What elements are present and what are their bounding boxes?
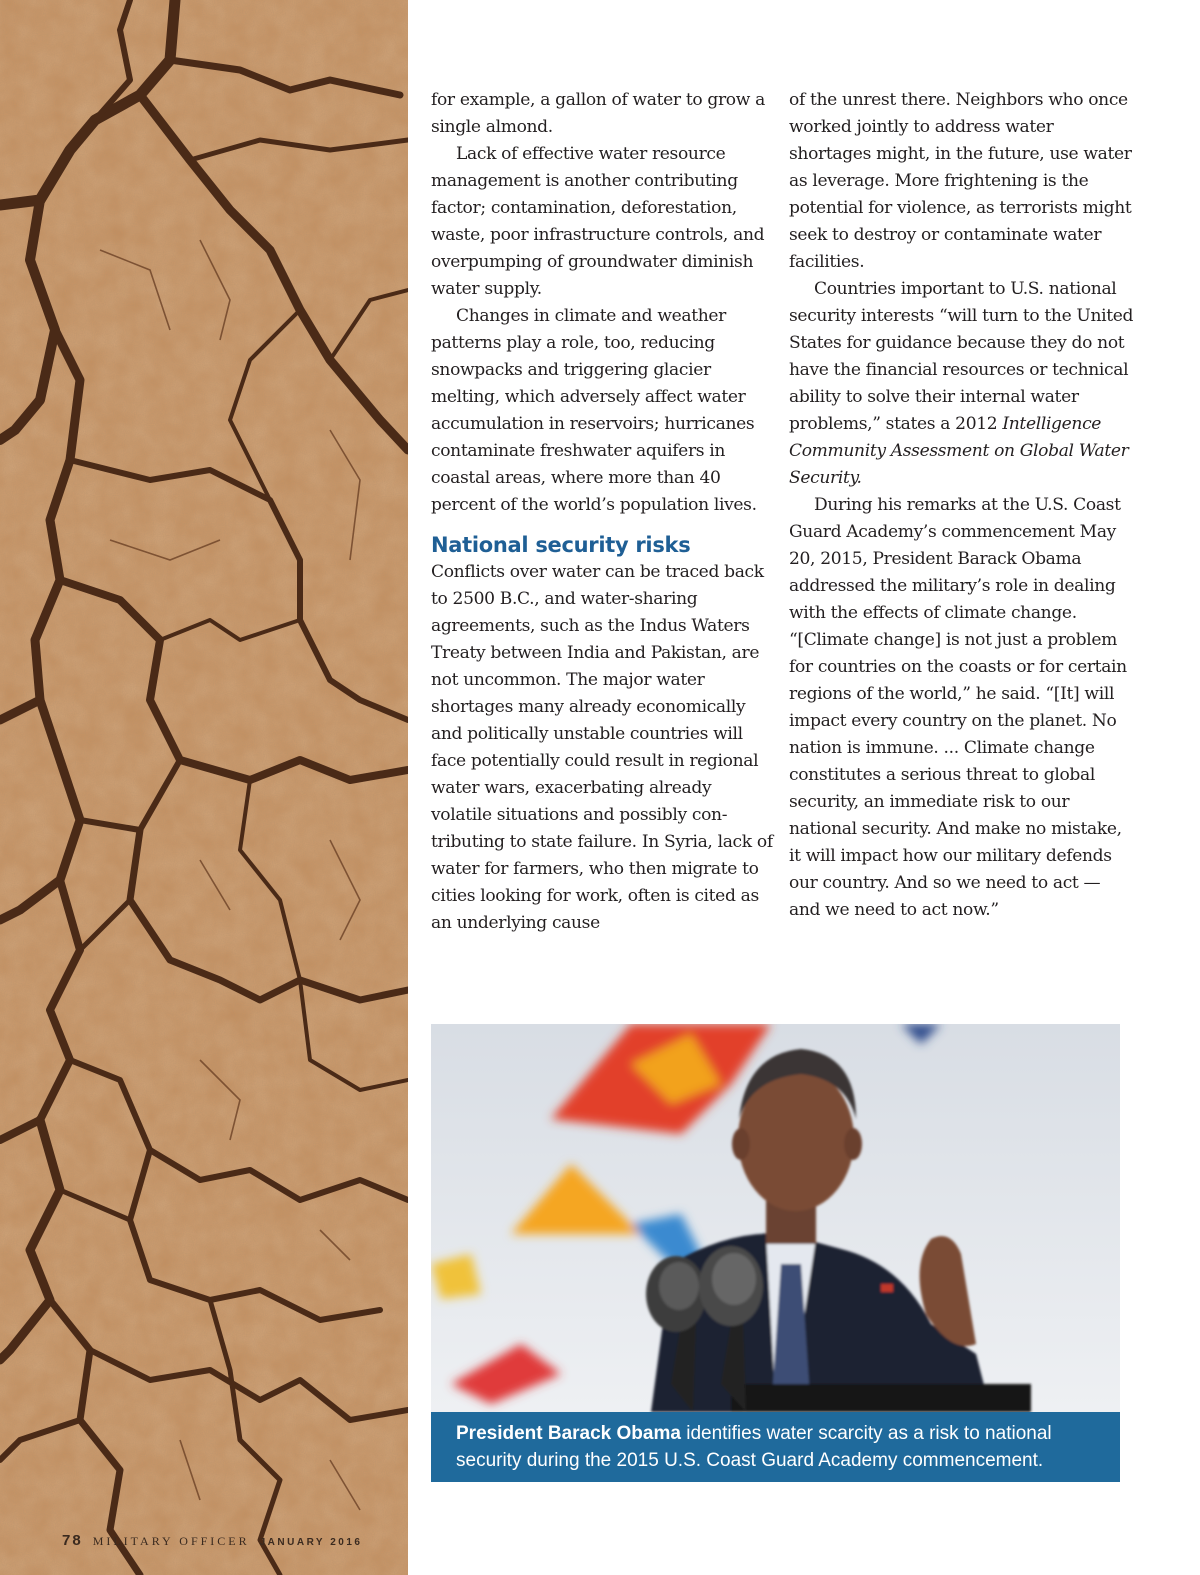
paragraph: Lack of effective water resource management is another contributing factor; contamination, deforestation, waste, poor infrastructure controls, and overpumping of groundwater diminish water supply. <box>431 144 765 299</box>
obama-speech-photo <box>431 1024 1120 1412</box>
report-title: Intelligence Community Assessment on Global Water Security. <box>789 414 1129 488</box>
paragraph: During his remarks at the U.S. Coast Guard Academy’s commencement May 20, 2015, President Barack Obama addressed the military’s role in dealing with the effects of climate change. “[Climate change] is not just a problem for countries on the coasts or for certain regions of the world,” he said. “[It] will impact every country on the planet. No nation is immune. ... Climate change constitutes a serious threat to global security, an immediate risk to our national security. And make no mistake, it will impact how our military defends our country. And so we need to act — and we need to act now.” <box>789 495 1127 920</box>
cracked-earth-photo <box>0 0 408 1575</box>
paragraph: Changes in climate and weather patterns play a role, too, reducing snowpacks and triggering glacier melting, which adversely affect water accumulation in reservoirs; hurricanes contaminate freshwater aquifers in coastal areas, where more than 40 percent of the world’s population lives. <box>431 306 757 515</box>
page-folio <box>62 1532 362 1549</box>
page-number: 78 <box>62 1532 83 1549</box>
section-heading: National security risks <box>431 533 691 557</box>
article-column-right <box>789 87 1134 924</box>
paragraph: for example, a gallon of water to grow a single almond. <box>431 90 765 137</box>
paragraph: Conflicts over water can be traced back to 2500 B.C., and water-sharing agreements, such as the Indus Waters Treaty between India and Pakistan, are not uncommon. The major water shortages many already economically and politically unstable countries will face potentially could result in regional water wars, exacerbating already volatile situations and possibly contributing to state failure. In Syria, lack of water for farmers, who then migrate to cities looking for work, often is cited as an underlying cause <box>431 562 773 933</box>
issue-date: JANUARY 2016 <box>259 1537 363 1548</box>
caption-name: President Barack Obama <box>456 1423 681 1444</box>
magazine-name: MILITARY OFFICER <box>92 1534 250 1548</box>
paragraph: of the unrest there. Neighbors who once worked jointly to address water shortages might, in the future, use water as leverage. More frightening is the potential for violence, as terrorists might seek to destroy or contaminate water facilities. <box>789 90 1132 272</box>
paragraph-text: Countries important to U.S. national security interests “will turn to the United States for guidance because they do not have the financial resources or technical ability to solve their internal water problems,” states a 2012 <box>789 279 1134 434</box>
paragraph <box>789 276 1134 492</box>
photo-caption <box>431 1412 1120 1482</box>
article-column-left <box>431 87 776 937</box>
caption-text: identifies water scarcity as a risk to national security during the 2015 U.S. Coast Guard Academy commencement. <box>456 1423 1052 1471</box>
